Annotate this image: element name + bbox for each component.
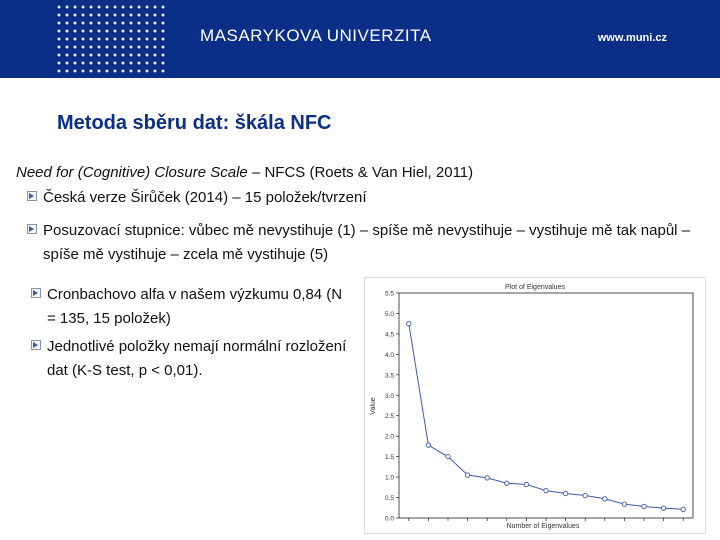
y-tick-label: 4.0 [384, 351, 394, 359]
bullet-text: Česká verze Širůček (2014) – 15 položek/tvrzení [43, 189, 367, 206]
bullet-item [43, 219, 715, 267]
bullet-item [43, 186, 713, 210]
data-point [563, 491, 567, 495]
eigenvalue-chart-svg [365, 278, 705, 533]
data-point [407, 321, 411, 325]
scale-citation: – NFCS (Roets & Van Hiel, 2011) [247, 164, 474, 181]
series-line [409, 324, 683, 510]
y-tick-label: 1.0 [384, 474, 394, 482]
bullet-arrow-icon [31, 340, 41, 350]
bullet-arrow-icon [31, 288, 41, 298]
university-logo-grid [55, 3, 167, 77]
data-point [524, 482, 528, 486]
chart-title: Plot of Eigenvalues [505, 284, 565, 291]
bullet-text: Cronbachovo alfa v našem výzkumu 0,84 (N = 135, 15 položek) [47, 286, 343, 327]
bullet-text: Posuzovací stupnice: vůbec mě nevystihuje (1) – spíše mě nevystihuje – vystihuje mě tak napůl – spíše mě vystihuje – zcela mě vystihuje (5) [43, 222, 690, 263]
data-point [681, 507, 685, 511]
y-tick-label: 2.0 [384, 433, 394, 441]
bullet-text: Jednotlivé položky nemají normální rozložení dat (K-S test, p < 0,01). [47, 338, 347, 379]
y-tick-label: 3.0 [384, 392, 394, 400]
data-point [465, 473, 469, 477]
y-tick-label: 0.5 [384, 495, 394, 503]
data-point [485, 476, 489, 480]
chart-y-axis-label: Value [370, 397, 377, 415]
bullet-item [47, 335, 347, 383]
header-band [0, 0, 720, 78]
eigenvalue-chart [364, 277, 706, 534]
data-point [603, 497, 607, 501]
data-point [583, 493, 587, 497]
data-point [426, 443, 430, 447]
bullet-arrow-icon [27, 224, 37, 234]
chart-x-axis-label: Number of Eigenvalues [506, 523, 580, 530]
data-point [544, 488, 548, 492]
plot-frame [399, 293, 693, 518]
university-url[interactable]: www.muni.cz [597, 32, 667, 44]
data-point [505, 481, 509, 485]
slide-title: Metoda sběru dat: škála NFC [57, 112, 332, 134]
data-point [642, 504, 646, 508]
data-point [622, 502, 626, 506]
university-name: MASARYKOVA UNIVERZITA [200, 26, 432, 45]
bullet-item [47, 283, 347, 331]
scale-name: Need for (Cognitive) Closure Scale [16, 164, 248, 181]
data-point [446, 454, 450, 458]
y-tick-label: 5.5 [384, 290, 394, 298]
bullet-arrow-icon [27, 191, 37, 201]
intro-line [16, 163, 706, 183]
y-tick-label: 2.5 [384, 413, 394, 421]
y-tick-label: 3.5 [384, 372, 394, 380]
data-point [661, 506, 665, 510]
y-tick-label: 5.0 [384, 310, 394, 318]
y-tick-label: 4.5 [384, 331, 394, 339]
y-tick-label: 1.5 [384, 454, 394, 462]
y-tick-label: 0.0 [384, 515, 394, 523]
